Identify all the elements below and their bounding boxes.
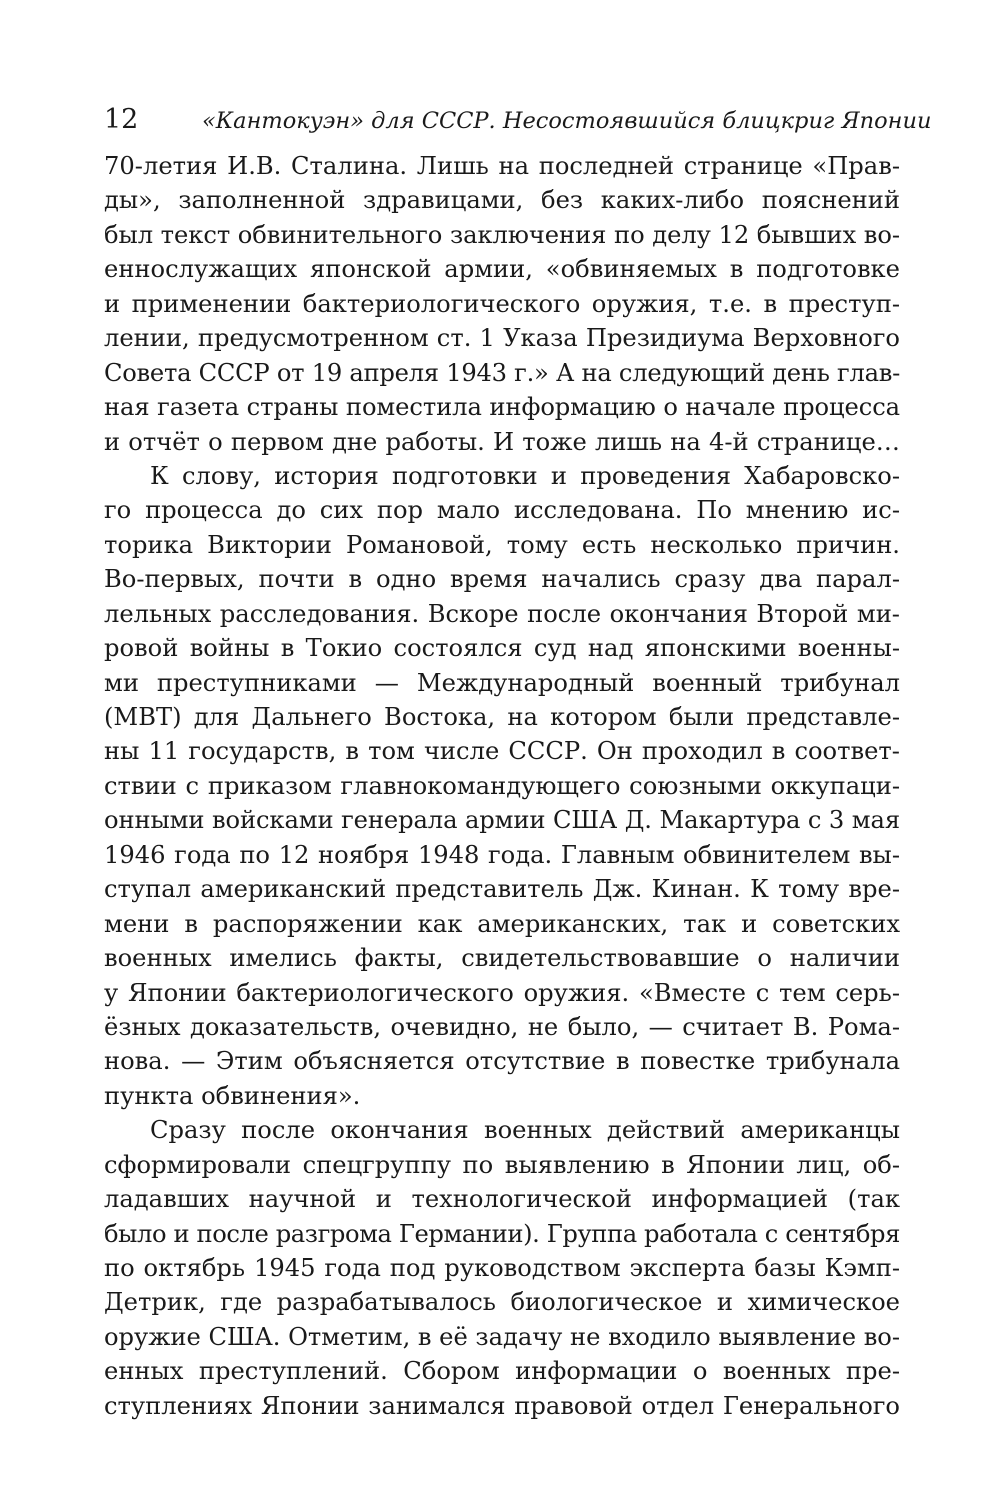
paragraph-first-line: К слову, история подготовки и проведения Хабаровско- bbox=[150, 461, 900, 490]
running-header bbox=[104, 103, 932, 137]
text-line: Детрик, где разрабатывалось биологическое и химическое bbox=[104, 1288, 900, 1317]
text-line: ствии с приказом главнокомандующего союзными оккупаци- bbox=[104, 771, 900, 800]
text-line: еннослужащих японской армии, «обвиняемых в подготовке bbox=[104, 255, 900, 284]
text-line: енных преступлений. Сбором информации о военных пре- bbox=[104, 1357, 900, 1386]
text-line: оружие США. Отметим, в её задачу не входило выявление во- bbox=[104, 1322, 900, 1351]
text-line: (МВТ) для Дальнего Востока, на котором были представле- bbox=[104, 703, 900, 731]
text-line: 1946 года по 12 ноября 1948 года. Главным обвинителем вы- bbox=[104, 840, 900, 869]
text-line: у Японии бактериологического оружия. «Вместе с тем серь- bbox=[104, 978, 900, 1007]
text-line: ладавших научной и технологической информацией (так bbox=[104, 1185, 900, 1214]
text-line: ступлениях Японии занимался правовой отдел Генерального bbox=[104, 1391, 900, 1420]
body-text bbox=[104, 149, 900, 1423]
text-line: нова. — Этим объясняется отсутствие в повестке трибунала bbox=[104, 1047, 900, 1076]
text-line: мени в распоряжении как американских, так и советских bbox=[104, 909, 900, 938]
text-line: лельных расследования. Вскоре после окончания Второй ми- bbox=[104, 599, 900, 628]
text-line: го процесса до сих пор мало исследована. По мнению ис- bbox=[104, 496, 900, 525]
text-line: по октябрь 1945 года под руководством эксперта базы Кэмп- bbox=[104, 1254, 900, 1282]
text-line: ступал американский представитель Дж. Кинан. К тому вре- bbox=[104, 875, 900, 904]
text-line: ровой войны в Токио состоялся суд над японскими военны- bbox=[104, 634, 900, 663]
text-line: Совета СССР от 19 апреля 1943 г.» А на следующий день глав- bbox=[104, 358, 900, 387]
text-line: Во-первых, почти в одно время начались сразу два парал- bbox=[104, 565, 900, 594]
text-line: ная газета страны поместила информацию о начале процесса bbox=[104, 393, 900, 422]
page-number: 12 bbox=[104, 104, 139, 135]
text-line: ми преступниками — Международный военный трибунал bbox=[104, 668, 900, 697]
text-line: было и после разгрома Германии). Группа работала с сентября bbox=[104, 1219, 900, 1248]
text-line: лении, предусмотренном ст. 1 Указа Президиума Верховного bbox=[104, 324, 900, 353]
paragraph-last-line: пункта обвинения». bbox=[104, 1081, 361, 1110]
book-title: «Кантокуэн» для СССР. Несостоявшийся блицкриг Японии bbox=[202, 108, 932, 134]
text-line: ёзных доказательств, очевидно, не было, — считает В. Рома- bbox=[104, 1012, 900, 1041]
text-line: военных имелись факты, свидетельствовавшие о наличии bbox=[104, 944, 900, 973]
text-line: был текст обвинительного заключения по делу 12 бывших во- bbox=[104, 220, 900, 249]
paragraph-first-line: Сразу после окончания военных действий американцы bbox=[150, 1116, 900, 1145]
text-line: торика Виктории Романовой, тому есть несколько причин. bbox=[104, 530, 900, 559]
text-line: сформировали спецгруппу по выявлению в Японии лиц, об- bbox=[104, 1150, 900, 1179]
text-line: онными войсками генерала армии США Д. Макартура с 3 мая bbox=[104, 806, 900, 835]
text-line: ды», заполненной здравицами, без каких-либо пояснений bbox=[104, 186, 900, 215]
text-line: и применении бактериологического оружия, т.е. в преступ- bbox=[104, 289, 900, 318]
text-line: ны 11 государств, в том числе СССР. Он проходил в соответ- bbox=[104, 737, 900, 766]
text-line: и отчёт о первом дне работы. И тоже лишь на 4-й странице… bbox=[104, 427, 900, 456]
text-line: 70-летия И.В. Сталина. Лишь на последней странице «Прав- bbox=[104, 152, 900, 180]
